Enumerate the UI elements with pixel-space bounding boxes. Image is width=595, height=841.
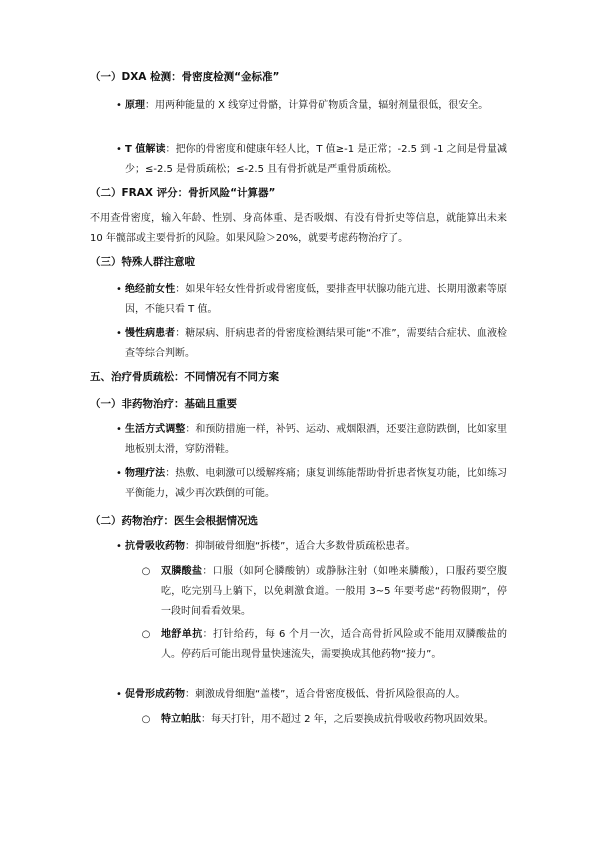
section-heading-special: （三）特殊人群注意啦 — [90, 256, 195, 268]
list-item-text: 原理：用两种能量的 X 线穿过骨骼，计算骨矿物质含量，辐射剂量很低，很安全。 — [125, 100, 489, 111]
section-heading-dxa: （一）DXA 检测：骨密度检测“金标准” — [90, 71, 280, 83]
sub-bullet-icon: ○ — [141, 714, 151, 725]
sub-bullet-icon: ○ — [141, 629, 151, 640]
bullet-icon: • — [116, 144, 122, 155]
sub-bullet-icon: ○ — [141, 566, 151, 577]
sub-list-item-text: 双膦酸盐：口服（如阿仑膦酸钠）或静脉注射（如唑来膦酸），口服药要空腹吃，吃完别马上躺下，以免刺激食道。一般用 3~5 年要考虑“药物假期”，停一段时间看看效果。 — [161, 566, 508, 617]
bullet-icon: • — [116, 284, 122, 295]
sub-list-item-text: 特立帕肽：每天打针，用不超过 2 年，之后要换成抗骨吸收药物巩固效果。 — [161, 714, 494, 725]
paragraph-frax: 不用查骨密度，输入年龄、性别、身高体重、是否吸烟、有没有骨折史等信息，就能算出未来 10 年髋部或主要骨折的风险。如果风险＞20%，就要考虑药物治疗了。 — [90, 213, 507, 244]
bullet-icon: • — [116, 424, 122, 435]
bullet-icon: • — [116, 541, 122, 552]
list-item-text: 生活方式调整：和预防措施一样，补钙、运动、戒烟限酒，还要注意防跌倒，比如家里地板别太滑，穿防滑鞋。 — [125, 424, 508, 455]
bullet-icon: • — [116, 328, 122, 339]
list-item-text: 慢性病患者：糖尿病、肝病患者的骨密度检测结果可能“不准”，需要结合症状、血液检查等综合判断。 — [125, 328, 507, 359]
list-item-text: 促骨形成药物：刺激成骨细胞“盖楼”，适合骨密度极低、骨折风险很高的人。 — [125, 689, 466, 700]
bullet-icon: • — [116, 689, 122, 700]
section-heading-frax: （二）FRAX 评分：骨折风险“计算器” — [90, 187, 276, 199]
main-heading-treatment: 五、治疗骨质疏松：不同情况有不同方案 — [90, 371, 279, 383]
list-item-text: T 值解读：把你的骨密度和健康年轻人比，T 值≥-1 是正常；-2.5 到 -1 之间是骨量减少；≤-2.5 是骨质疏松；≤-2.5 且有骨折就是严重骨质疏松。 — [125, 144, 507, 175]
list-item-text: 物理疗法：热敷、电刺激可以缓解疼痛；康复训练能帮助骨折患者恢复功能，比如练习平衡能力，减少再次跌倒的可能。 — [125, 468, 508, 499]
section-heading-nondrug: （一）非药物治疗：基础且重要 — [90, 398, 237, 410]
bullet-icon: • — [116, 100, 122, 111]
list-item-text: 抗骨吸收药物：抑制破骨细胞“拆楼”，适合大多数骨质疏松患者。 — [125, 541, 416, 552]
section-heading-drug: （二）药物治疗：医生会根据情况选 — [90, 515, 258, 527]
sub-list-item-text: 地舒单抗：打针给药，每 6 个月一次，适合高骨折风险或不能用双膦酸盐的人。停药后可能出现骨量快速流失，需要换成其他药物“接力”。 — [161, 629, 507, 660]
bullet-icon: • — [116, 468, 122, 479]
list-item-text: 绝经前女性：如果年轻女性骨折或骨密度低，要排查甲状腺功能亢进、长期用激素等原因，不能只看 T 值。 — [125, 284, 508, 315]
